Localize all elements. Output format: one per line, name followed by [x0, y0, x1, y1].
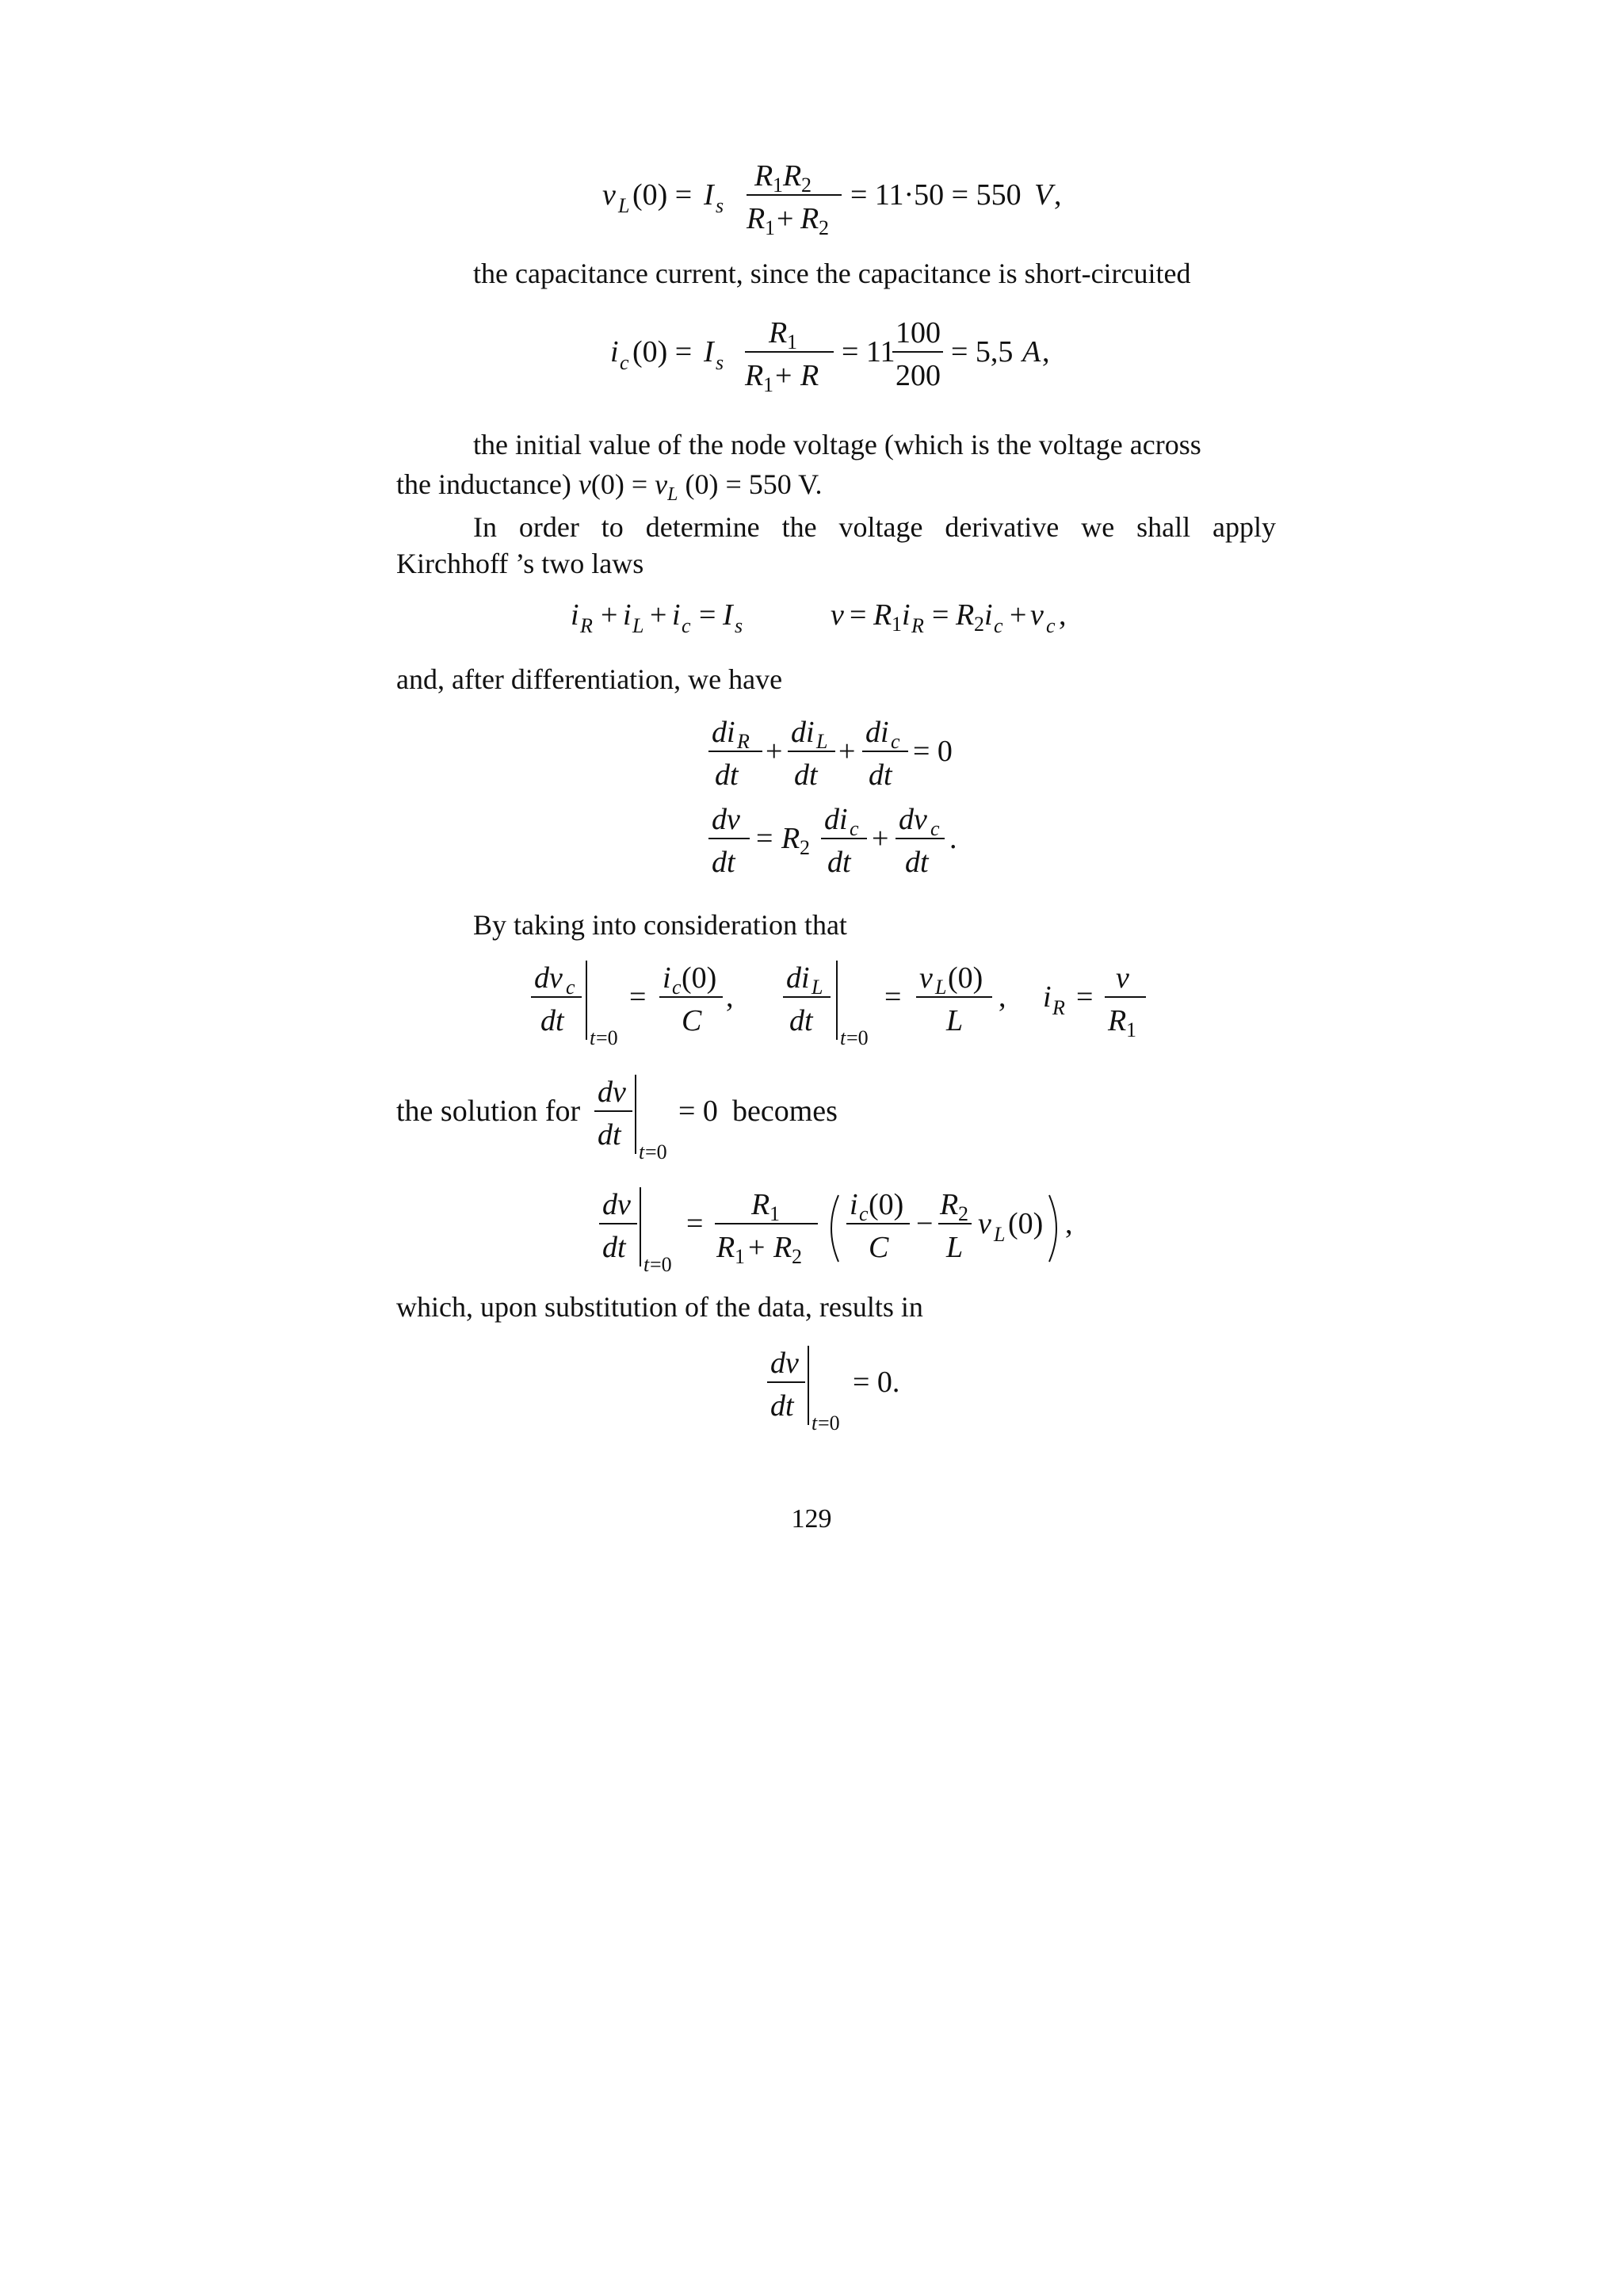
- paragraph-initial-value-line2: the inductance) $v(0) = v_L$ (0) = 550 V.: [396, 468, 823, 506]
- svg-text:t: t: [639, 1140, 645, 1163]
- svg-text:c: c: [620, 351, 629, 374]
- svg-text:t: t: [590, 1026, 596, 1049]
- svg-text:dt: dt: [905, 846, 929, 879]
- svg-text:L: L: [935, 976, 947, 999]
- svg-text:i: i: [571, 598, 579, 632]
- paragraph-substitution: which, upon substitution of the data, results in: [396, 1291, 923, 1323]
- text-becomes: becomes: [732, 1095, 838, 1128]
- svg-text:=: =: [1076, 980, 1094, 1014]
- svg-text:(0): (0): [1008, 1207, 1044, 1240]
- svg-text:dv: dv: [712, 803, 740, 836]
- svg-text:di: di: [824, 803, 848, 836]
- paragraph-differentiation: and, after differentiation, we have: [396, 663, 783, 695]
- svg-text:R: R: [745, 359, 764, 392]
- svg-text:1: 1: [773, 174, 783, 197]
- text-fragment: the inductance): [396, 468, 579, 500]
- svg-text:c: c: [994, 614, 1003, 637]
- paragraph-consideration: By taking into consideration that: [473, 909, 847, 941]
- svg-text:=: =: [884, 980, 902, 1014]
- page-number: 129: [791, 1504, 832, 1534]
- svg-text:R: R: [773, 1231, 792, 1264]
- svg-text:=0: =0: [596, 1026, 618, 1049]
- svg-text:R: R: [781, 822, 800, 855]
- svg-text:t: t: [840, 1026, 846, 1049]
- equation-vl0: [602, 155, 1078, 248]
- svg-text:L: L: [816, 730, 828, 753]
- svg-text:s: s: [716, 194, 724, 217]
- svg-text:i: i: [984, 598, 993, 632]
- svg-text:=: =: [699, 598, 716, 632]
- svg-text:dv: dv: [598, 1075, 626, 1109]
- svg-text:+: +: [601, 598, 618, 632]
- svg-text:+: +: [748, 1231, 766, 1264]
- svg-text:=: =: [629, 980, 647, 1014]
- svg-text:+: +: [777, 202, 794, 235]
- sentence-solution-for: [396, 1072, 872, 1172]
- svg-text:R: R: [751, 1188, 770, 1221]
- svg-text:+: +: [775, 359, 792, 392]
- svg-text:L: L: [812, 976, 823, 999]
- svg-text:=: =: [850, 598, 867, 632]
- svg-text:2: 2: [800, 836, 810, 859]
- svg-text:L: L: [618, 194, 630, 217]
- svg-text:(0): (0): [682, 961, 717, 995]
- svg-text:1: 1: [1126, 1018, 1136, 1041]
- svg-text:dt: dt: [869, 758, 892, 792]
- svg-text:L: L: [632, 614, 644, 637]
- svg-text:dt: dt: [794, 758, 818, 792]
- svg-text:= 5,5: = 5,5: [951, 335, 1014, 369]
- svg-text:= 11: = 11: [842, 335, 896, 369]
- svg-text:100: 100: [896, 316, 941, 350]
- text-fragment: (0) =: [590, 468, 655, 500]
- svg-text:c: c: [859, 1202, 869, 1225]
- svg-text:dv: dv: [534, 961, 563, 995]
- svg-text:(0) =: (0) =: [632, 335, 693, 369]
- svg-text:C: C: [869, 1231, 889, 1264]
- svg-text:R: R: [940, 1188, 959, 1221]
- svg-text:i: i: [663, 961, 671, 995]
- svg-text:R: R: [800, 359, 819, 392]
- svg-text:dt: dt: [712, 846, 735, 879]
- paragraph-kirchhoff-line1: In order to determine the voltage derivative we shall apply: [473, 511, 1276, 543]
- svg-text:v: v: [919, 961, 933, 995]
- svg-text:dt: dt: [540, 1004, 564, 1037]
- svg-text:+: +: [650, 598, 667, 632]
- svg-text:= 0.: = 0.: [853, 1366, 900, 1399]
- svg-text:i: i: [850, 1188, 858, 1221]
- svg-text:i: i: [672, 598, 681, 632]
- svg-text:+: +: [838, 735, 856, 768]
- svg-text:R: R: [911, 614, 924, 637]
- svg-text:dt: dt: [770, 1389, 794, 1423]
- svg-text:A: A: [1022, 335, 1041, 369]
- svg-text:v: v: [1116, 961, 1129, 995]
- svg-text:(0): (0): [948, 961, 983, 995]
- svg-text:v: v: [602, 178, 616, 212]
- equation-current-derivatives: [705, 712, 975, 804]
- svg-text:=: =: [756, 822, 773, 855]
- svg-text:1: 1: [763, 373, 773, 396]
- svg-text:dv: dv: [770, 1347, 799, 1380]
- paragraph-capacitance-current: the capacitance current, since the capacitance is short-circuited: [473, 258, 1191, 289]
- paragraph-kirchhoff-line2: Kirchhoff ’s two laws: [396, 548, 644, 579]
- svg-text:=0: =0: [818, 1412, 840, 1435]
- svg-text:R: R: [737, 730, 750, 753]
- paragraph-initial-value-line1: the initial value of the node voltage (which is the voltage across: [473, 429, 1201, 460]
- svg-text:2: 2: [958, 1202, 968, 1225]
- svg-text:R: R: [873, 598, 892, 632]
- svg-text:,: ,: [1065, 1207, 1073, 1240]
- svg-text:dt: dt: [598, 1118, 621, 1152]
- svg-text:2: 2: [974, 613, 984, 636]
- svg-text:V: V: [1034, 178, 1053, 212]
- svg-text:=: =: [686, 1207, 704, 1240]
- svg-text:dv: dv: [899, 803, 927, 836]
- svg-text:,: ,: [999, 980, 1006, 1014]
- svg-text:.: .: [949, 822, 957, 855]
- svg-text:I: I: [704, 178, 714, 212]
- svg-text:s: s: [735, 614, 743, 637]
- equation-initial-conditions: [531, 957, 1149, 1066]
- svg-text:c: c: [850, 817, 859, 840]
- equation-dv-dt-result: [767, 1343, 941, 1451]
- svg-text:dt: dt: [602, 1231, 626, 1264]
- text-fragment: (0) = 550 V.: [678, 468, 823, 500]
- svg-text:(0): (0): [869, 1188, 904, 1221]
- svg-text:dv: dv: [602, 1188, 631, 1221]
- svg-text:i: i: [623, 598, 632, 632]
- svg-text:c: c: [891, 730, 900, 753]
- svg-text:di: di: [712, 716, 735, 749]
- svg-text:+: +: [872, 822, 889, 855]
- svg-text:c: c: [672, 976, 682, 999]
- svg-text:c: c: [566, 976, 575, 999]
- svg-text:v: v: [831, 598, 844, 632]
- svg-text:R: R: [1052, 996, 1065, 1019]
- svg-text:R: R: [956, 598, 975, 632]
- svg-text:i: i: [1043, 980, 1052, 1014]
- svg-text:i: i: [610, 335, 619, 369]
- svg-text:L: L: [994, 1223, 1006, 1246]
- svg-text:+: +: [1010, 598, 1027, 632]
- svg-text:200: 200: [896, 359, 941, 392]
- svg-text:di: di: [791, 716, 815, 749]
- svg-text:v: v: [978, 1207, 991, 1240]
- svg-text:dt: dt: [827, 846, 851, 879]
- svg-text:+: +: [766, 735, 783, 768]
- svg-text:t: t: [643, 1253, 650, 1276]
- equation-dv-dt-solution: [599, 1184, 1090, 1293]
- svg-text:C: C: [682, 1004, 702, 1037]
- svg-text:dt: dt: [715, 758, 739, 792]
- svg-text:=0: =0: [650, 1253, 672, 1276]
- svg-text:(0) =: (0) =: [632, 178, 693, 212]
- svg-text:−: −: [916, 1207, 934, 1240]
- svg-text:v: v: [1030, 598, 1044, 632]
- svg-text:R: R: [716, 1231, 735, 1264]
- svg-text:L: L: [946, 1231, 964, 1264]
- svg-text:1: 1: [787, 330, 797, 353]
- svg-text:dt: dt: [789, 1004, 813, 1037]
- svg-text:I: I: [704, 335, 714, 369]
- svg-text:,: ,: [1042, 335, 1050, 369]
- svg-text:1: 1: [769, 1202, 780, 1225]
- equation-ic0: [610, 312, 1070, 405]
- svg-text:2: 2: [801, 174, 812, 197]
- svg-text:R: R: [769, 316, 788, 350]
- svg-text:L: L: [946, 1004, 964, 1037]
- svg-text:R: R: [783, 159, 802, 193]
- equation-kirchhoff-laws: [571, 593, 1109, 654]
- svg-text:1: 1: [892, 613, 902, 636]
- svg-text:t: t: [812, 1412, 818, 1435]
- svg-text:=0: =0: [645, 1140, 667, 1163]
- svg-text:2: 2: [792, 1245, 802, 1268]
- svg-text:= 0: = 0: [913, 735, 953, 768]
- svg-text:= 0: = 0: [678, 1095, 718, 1128]
- svg-text:c: c: [1046, 614, 1056, 637]
- svg-text:,: ,: [1054, 178, 1062, 212]
- svg-text:c: c: [930, 817, 940, 840]
- svg-text:= 11·50 = 550: = 11·50 = 550: [850, 178, 1022, 212]
- svg-text:1: 1: [735, 1245, 745, 1268]
- svg-text:,: ,: [1059, 598, 1067, 632]
- svg-text:=0: =0: [846, 1026, 869, 1049]
- svg-text:=: =: [932, 598, 949, 632]
- svg-text:1: 1: [765, 216, 775, 239]
- equation-voltage-derivative: [705, 799, 975, 892]
- svg-text:I: I: [723, 598, 733, 632]
- svg-text:s: s: [716, 351, 724, 374]
- svg-text:di: di: [865, 716, 889, 749]
- svg-text:R: R: [754, 159, 773, 193]
- svg-text:di: di: [786, 961, 810, 995]
- svg-text:R: R: [580, 614, 593, 637]
- svg-text:2: 2: [819, 216, 829, 239]
- svg-text:R: R: [1108, 1004, 1127, 1037]
- svg-text:R: R: [747, 202, 766, 235]
- text-solution-for: the solution for: [396, 1095, 581, 1128]
- svg-text:c: c: [682, 614, 691, 637]
- svg-text:R: R: [800, 202, 819, 235]
- svg-text:,: ,: [726, 980, 734, 1014]
- svg-text:i: i: [902, 598, 911, 632]
